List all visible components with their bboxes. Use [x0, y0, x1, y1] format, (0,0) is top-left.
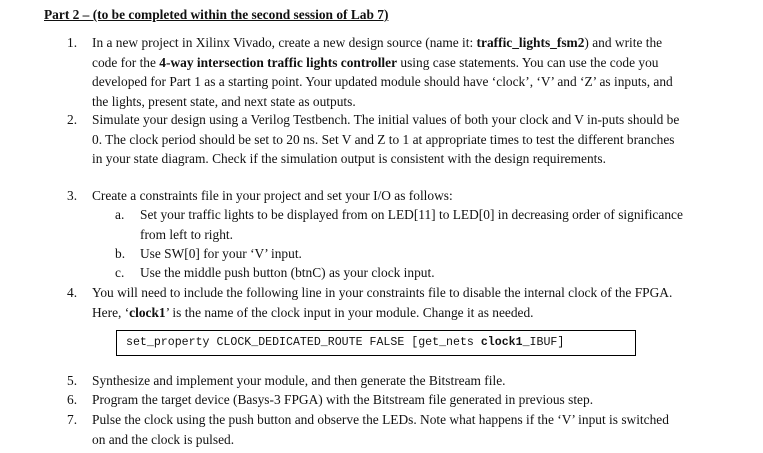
item-text: Pulse the clock using the push button and observe the LEDs. Note what happens if the ‘V’ input is switched on and the clock is pulsed. [92, 412, 669, 447]
item-text: Create a constraints file in your project and set your I/O as follows: [92, 188, 453, 203]
item-text-bold: 4-way intersection traffic lights controller [159, 54, 398, 70]
list-item-2 [67, 110, 682, 169]
item-number: 6. [67, 392, 78, 407]
item-number: 7. [67, 412, 78, 427]
sub-item-text: Set your traffic lights to be displayed from on LED[11] to LED[0] in decreasing order of significance from left to right. [140, 207, 683, 242]
item-text: Program the target device (Basys-3 FPGA) with the Bitstream file generated in previous step. [92, 392, 594, 407]
sub-item-letter: b. [115, 246, 126, 261]
item-number: 3. [67, 188, 78, 203]
item-number: 2. [67, 112, 78, 127]
item-number: 4. [67, 285, 78, 300]
item-text: Simulate your design using a Verilog Testbench. The initial values of both your clock and V in-puts should be 0. The clock period should be set to 20 ns. Set V and Z to 1 at appropriate times to test the different branches in your state diagram. Check if the simulation output is consistent with the design requirements. [92, 112, 680, 166]
item-text: Synthesize and implement your module, and then generate the Bitstream file. [92, 373, 506, 388]
list-item-5 [67, 371, 682, 391]
list-item-7 [67, 410, 682, 449]
code-text: set_property CLOCK_DEDICATED_ROUTE FALSE [get_nets [126, 336, 481, 349]
sub-item-b [115, 244, 685, 264]
item-number: 1. [67, 35, 78, 50]
item-text-bold: clock1 [129, 304, 166, 320]
sub-item-letter: c. [115, 265, 125, 280]
list-item-4 [67, 283, 682, 322]
sub-item-text: Use SW[0] for your ‘V’ input. [140, 246, 302, 261]
code-text-bold: clock1 [480, 336, 523, 349]
section-heading: Part 2 – (to be completed within the second session of Lab 7) [44, 7, 389, 22]
item-text: ) and write the code for the [92, 35, 663, 70]
sub-item-letter: a. [115, 207, 125, 222]
constraint-code-box [116, 330, 636, 356]
item-text: using case statements. You can use the code you developed for Part 1 as a starting point. Your updated module should have ‘clock’, ‘V’ and ‘Z’ as inputs, and the lights, present state, and next state as outputs. [92, 54, 673, 109]
item-text: You will need to include the following line in your constraints file to disable the internal clock of the FPGA. Here, ‘ [92, 285, 673, 320]
item-text: ’ is the name of the clock input in your module. Change it as needed. [165, 304, 534, 320]
sub-item-a [115, 205, 685, 244]
item-number: 5. [67, 373, 78, 388]
list-item-1 [67, 33, 682, 111]
list-item-3 [67, 186, 682, 206]
code-text: _IBUF] [522, 336, 565, 349]
item-text: In a new project in Xilinx Vivado, create a new design source (name it: [92, 35, 477, 50]
item-text-bold: traffic_lights_fsm2 [476, 35, 585, 50]
sub-item-text: Use the middle push button (btnC) as your clock input. [140, 265, 435, 280]
sub-item-c [115, 263, 685, 283]
list-item-6 [67, 390, 682, 410]
